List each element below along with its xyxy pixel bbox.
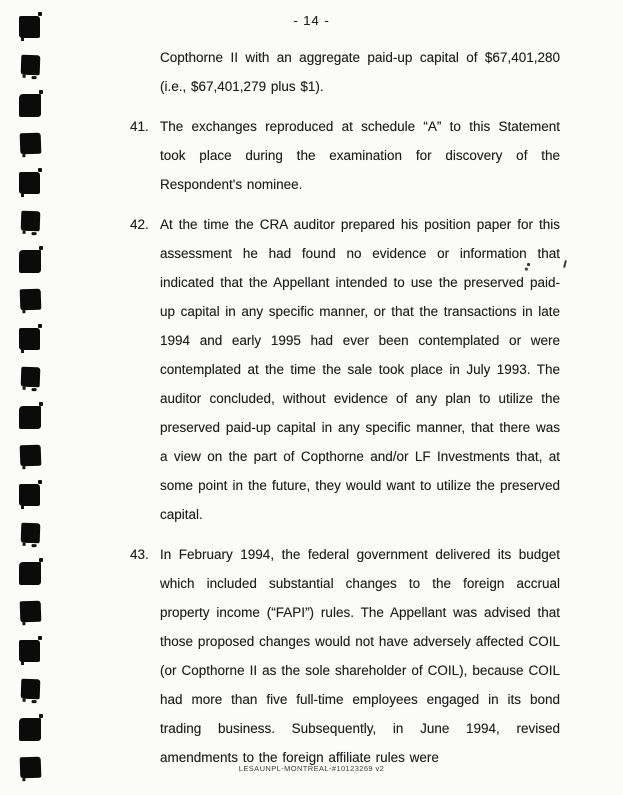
paragraph-41-number: 41.	[130, 119, 149, 134]
binding-mark	[20, 445, 42, 467]
binding-mark	[20, 289, 42, 311]
binding-mark	[19, 172, 40, 194]
binding-mark	[19, 250, 41, 273]
binding-mark	[19, 328, 40, 350]
document-body	[130, 43, 560, 783]
binding-mark	[21, 55, 41, 76]
binding-mark	[19, 484, 40, 506]
binding-marks-column	[19, 16, 45, 795]
binding-mark	[20, 133, 42, 155]
binding-mark	[20, 601, 42, 623]
paragraph-43-text: In February 1994, the federal government delivered its budget which included substantial changes to the foreign accrual property income (“FAPI”) rules. The Appellant was advised that those proposed changes would not have adversely affected COIL (or Copthorne II as the sole shareholder of COIL), because COIL had more than five full-time employees engaged in its bond trading business. Subsequently, in June 1994, revised amendments to the foreign affiliate rules were	[160, 547, 560, 765]
paragraph-41-text: The exchanges reproduced at schedule “A” to this Statement took place during the examination for discovery of the Respondent's nominee.	[160, 119, 560, 192]
binding-mark	[19, 94, 41, 117]
binding-mark	[19, 640, 40, 662]
paragraph-continuation	[130, 43, 560, 101]
binding-mark	[19, 718, 41, 741]
binding-mark	[19, 562, 41, 585]
scan-smudge-icon	[563, 260, 567, 268]
binding-mark	[21, 367, 41, 388]
binding-mark	[21, 523, 41, 544]
document-id-footer: LESAUNPL-MONTREAL-#10123269 v2	[238, 764, 385, 773]
binding-mark	[21, 211, 41, 232]
paragraph-42-number: 42.	[130, 217, 149, 232]
paragraph-42-text: At the time the CRA auditor prepared his position paper for this assessment he had found no evidence or information that indicated that the Appellant intended to use the preserved paid-up capital in any specific manner, or that the transactions in late 1994 and early 1995 had ever been contemplated or were contemplated at the time the sale took place in July 1993. The auditor concluded, without evidence of any plan to utilize the preserved paid-up capital in any specific manner, that there was a view on the part of Copthorne and/or LF Investments that, at some point in the future, they would want to utilize the preserved capital.	[160, 217, 560, 522]
paragraph-continuation-text: Copthorne II with an aggregate paid-up capital of $67,401,280 (i.e., $67,401,279 plus $1).	[160, 50, 560, 94]
binding-mark	[21, 679, 41, 700]
binding-mark	[19, 406, 41, 429]
paragraph-43-number: 43.	[130, 547, 149, 562]
paragraph-41	[130, 112, 560, 199]
paragraph-43	[130, 540, 560, 772]
page-number: - 14 -	[293, 13, 330, 28]
paragraph-42	[130, 210, 560, 529]
